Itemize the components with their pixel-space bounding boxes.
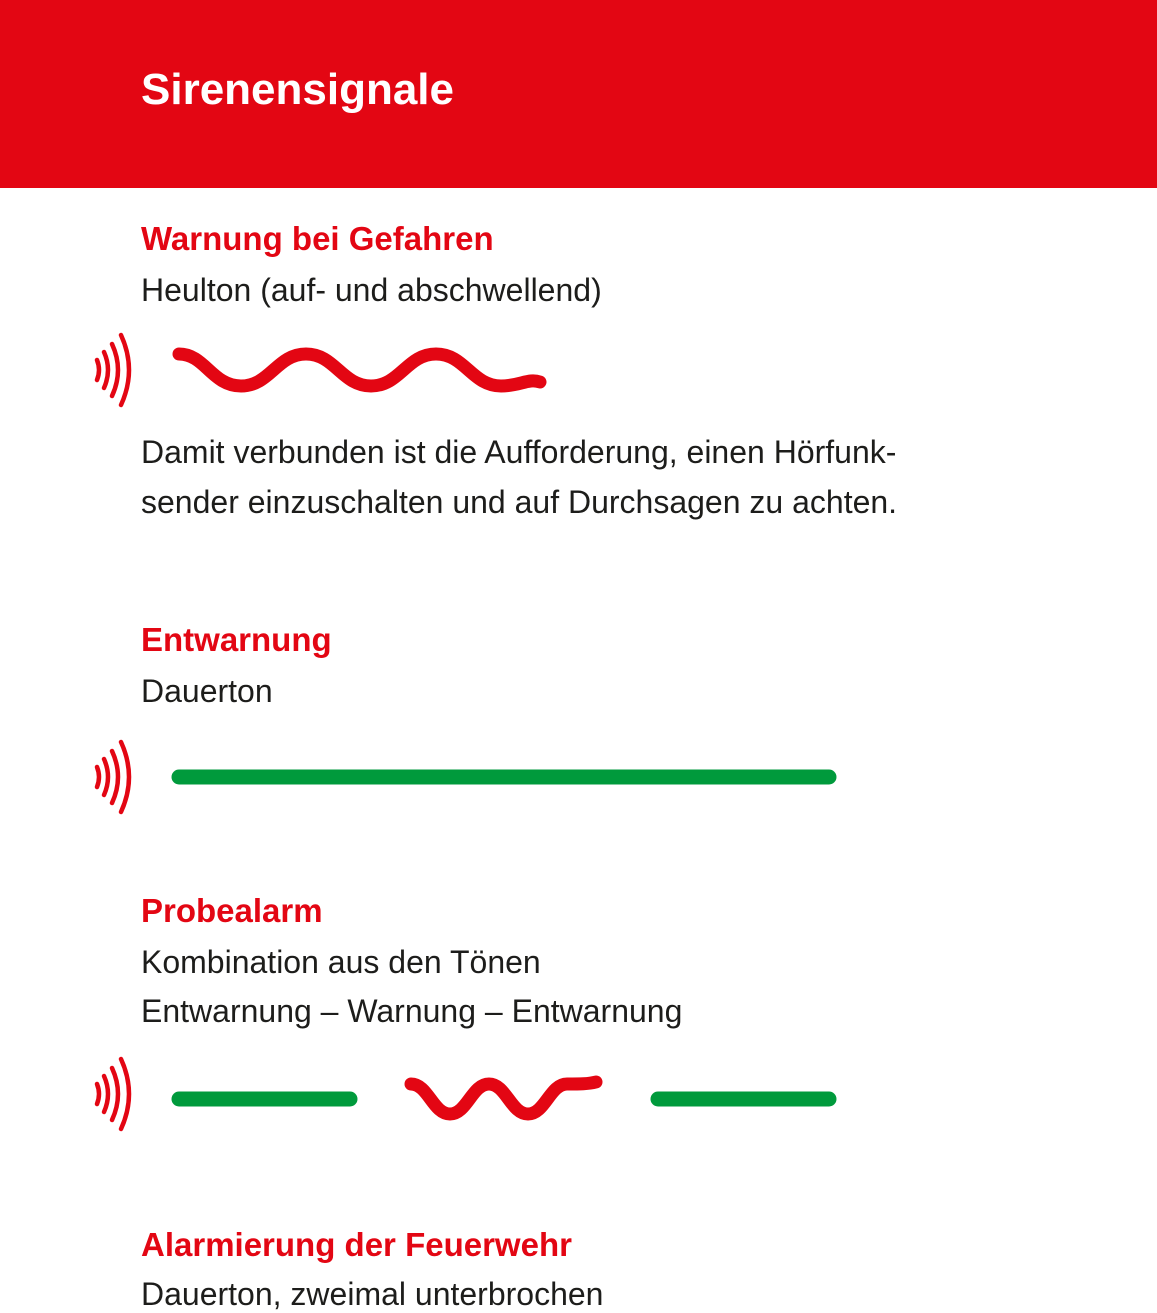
section-subtitle-warning: Heulton (auf- und abschwellend) bbox=[141, 272, 602, 308]
section-title-warning: Warnung bei Gefahren bbox=[141, 220, 494, 257]
section-title-test-alarm: Probealarm bbox=[141, 892, 323, 929]
section-subtitle-test-alarm-line-1: Kombination aus den Tönen bbox=[141, 944, 541, 980]
signal-test-alarm bbox=[0, 1054, 1157, 1134]
section-description-line-2: sender einzuschalten und auf Durchsagen zu achten. bbox=[141, 484, 898, 520]
section-subtitle-fire-brigade: Dauerton, zweimal unterbrochen bbox=[141, 1276, 604, 1312]
signal-all-clear bbox=[0, 737, 1157, 817]
section-subtitle-test-alarm-line-2: Entwarnung – Warnung – Entwarnung bbox=[141, 993, 683, 1029]
signal-warning-graphic bbox=[0, 330, 1157, 410]
siren-sound-icon bbox=[97, 742, 129, 812]
signal-all-clear-graphic bbox=[0, 737, 1157, 817]
section-description-line-1: Damit verbunden ist die Aufforderung, einen Hörfunk- bbox=[141, 434, 897, 470]
siren-sound-icon bbox=[97, 335, 129, 405]
siren-sound-icon bbox=[97, 1059, 129, 1129]
page-header bbox=[0, 0, 1157, 188]
signal-warning bbox=[0, 330, 1157, 410]
section-subtitle-all-clear: Dauerton bbox=[141, 673, 273, 709]
wave-tone-line bbox=[179, 354, 540, 386]
wave-tone-line bbox=[411, 1082, 596, 1114]
section-title-all-clear: Entwarnung bbox=[141, 621, 332, 658]
page-title: Sirenensignale bbox=[141, 65, 455, 114]
signal-test-alarm-graphic bbox=[0, 1054, 1157, 1134]
section-title-fire-brigade: Alarmierung der Feuerwehr bbox=[141, 1226, 572, 1263]
